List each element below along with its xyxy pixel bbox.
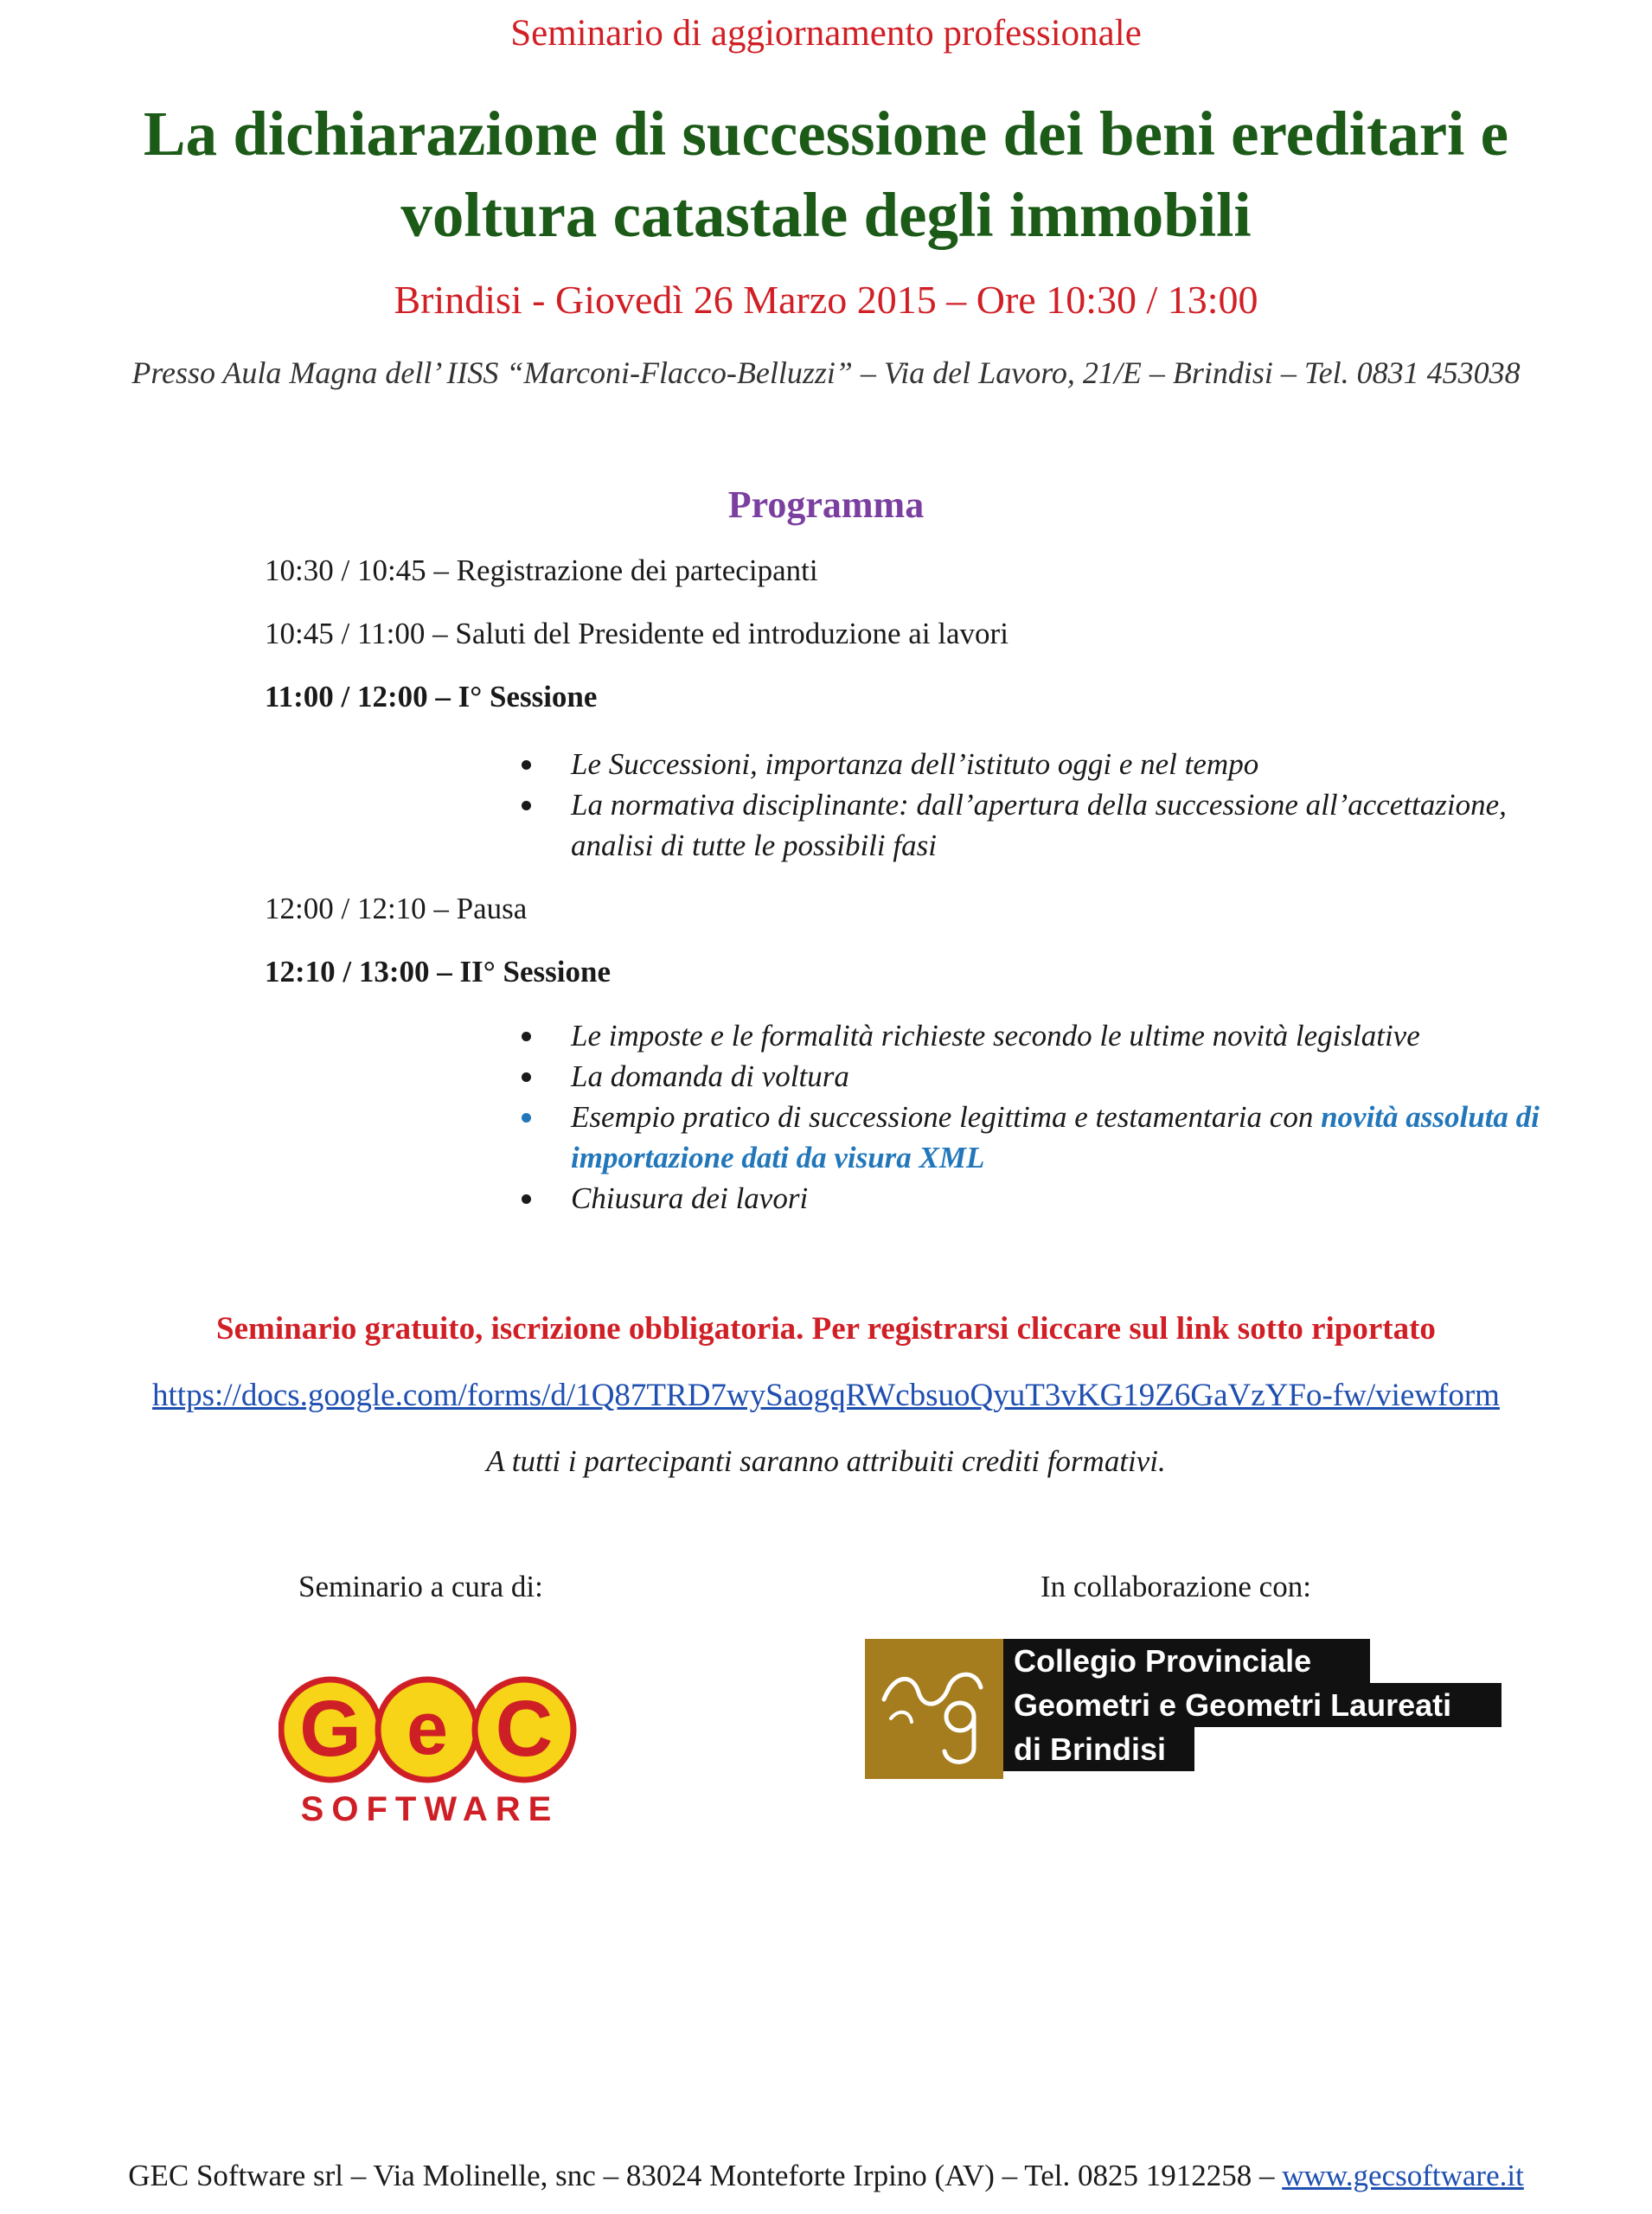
event-date: Brindisi - Giovedì 26 Marzo 2015 – Ore 10:30 / 13:00 xyxy=(394,278,1258,322)
bullet-text: Chiusura dei lavori xyxy=(571,1181,809,1215)
bullet-text: La normativa disciplinante: dall’apertura della successione all’accettazione, analisi di tutte le possibili fasi xyxy=(571,788,1507,862)
programme-title: Programma xyxy=(727,483,925,526)
registration-notice: Seminario gratuito, iscrizione obbligatoria. Per registrarsi cliccare sul link sotto riportato xyxy=(216,1311,1436,1347)
bullet-icon xyxy=(522,1113,531,1123)
list-item xyxy=(571,784,1566,866)
collegio-line-1: Collegio Provinciale xyxy=(1003,1639,1370,1683)
list-item xyxy=(571,744,1566,784)
list-item xyxy=(571,1178,1566,1219)
bullet-icon xyxy=(522,1032,531,1041)
footer-text: GEC Software srl – Via Molinelle, snc – 83024 Monteforte Irpino (AV) – Tel. 0825 1912258 – xyxy=(128,2159,1283,2192)
highlight-text: novità assoluta di importazione dati da visura XML xyxy=(571,1100,1540,1174)
collegio-logo-text xyxy=(1003,1639,1502,1770)
collegio-logo-mark xyxy=(865,1639,1003,1779)
gec-letter-e: e xyxy=(407,1687,448,1770)
bullet-icon xyxy=(522,1072,531,1082)
footer xyxy=(0,2159,1652,2193)
seminar-subtitle: Seminario di aggiornamento professionale xyxy=(510,13,1142,54)
gec-letter-c: C xyxy=(495,1685,554,1773)
website-link[interactable]: www.gecsoftware.it xyxy=(1282,2159,1524,2192)
bullet-icon xyxy=(522,760,531,770)
session-2-bullets xyxy=(571,1015,1566,1219)
bullet-text: La domanda di voltura xyxy=(571,1059,849,1093)
programme-item-greetings: 10:45 / 11:00 – Saluti del Presidente ed introduzione ai lavori xyxy=(265,617,1008,650)
title-line-1: La dichiarazione di successione dei beni ereditari e xyxy=(143,99,1509,169)
title-line-2: voltura catastale degli immobili xyxy=(400,180,1252,250)
session-1-heading: 11:00 / 12:00 – I° Sessione xyxy=(265,680,598,713)
gec-letter-g: G xyxy=(299,1685,362,1773)
programme-item-registration: 10:30 / 10:45 – Registrazione dei partecipanti xyxy=(265,554,818,587)
session-2-heading: 12:10 / 13:00 – II° Sessione xyxy=(265,955,611,989)
session-1-bullets xyxy=(571,744,1566,866)
document-title xyxy=(0,93,1652,256)
collegio-line-3: di Brindisi xyxy=(1003,1727,1194,1771)
programme-item-pause: 12:00 / 12:10 – Pausa xyxy=(265,892,528,925)
event-venue: Presso Aula Magna dell’ IISS “Marconi-Flacco-Belluzzi” – Via del Lavoro, 21/E – Brindisi – Tel. 0831 453038 xyxy=(131,355,1521,390)
curated-by-label: Seminario a cura di: xyxy=(298,1570,543,1603)
list-item xyxy=(571,1015,1566,1056)
credits-note: A tutti i partecipanti saranno attribuiti crediti formativi. xyxy=(486,1444,1166,1478)
list-item xyxy=(571,1056,1566,1097)
bullet-text: Le Successioni, importanza dell’istituto oggi e nel tempo xyxy=(571,747,1259,781)
gec-software-logo xyxy=(279,1669,581,1833)
registration-link[interactable]: https://docs.google.com/forms/d/1Q87TRD7wySaogqRWcbsuoQyuT3vKG19Z6GaVzYFo-fw/viewform xyxy=(152,1378,1500,1413)
bullet-icon xyxy=(522,1194,531,1204)
list-item xyxy=(571,1097,1566,1178)
bullet-icon xyxy=(522,801,531,810)
collegio-emblem-icon xyxy=(865,1639,1003,1779)
gec-logo-graphic xyxy=(279,1669,581,1790)
gec-logo-software-text: SOFTWARE xyxy=(300,1790,560,1828)
collaboration-label: In collaborazione con: xyxy=(1041,1570,1311,1603)
collegio-line-2: Geometri e Geometri Laureati xyxy=(1003,1683,1502,1727)
bullet-text: Le imposte e le formalità richieste secondo le ultime novità legislative xyxy=(571,1019,1420,1053)
bullet-text: Esempio pratico di successione legittima e testamentaria con xyxy=(571,1100,1322,1134)
